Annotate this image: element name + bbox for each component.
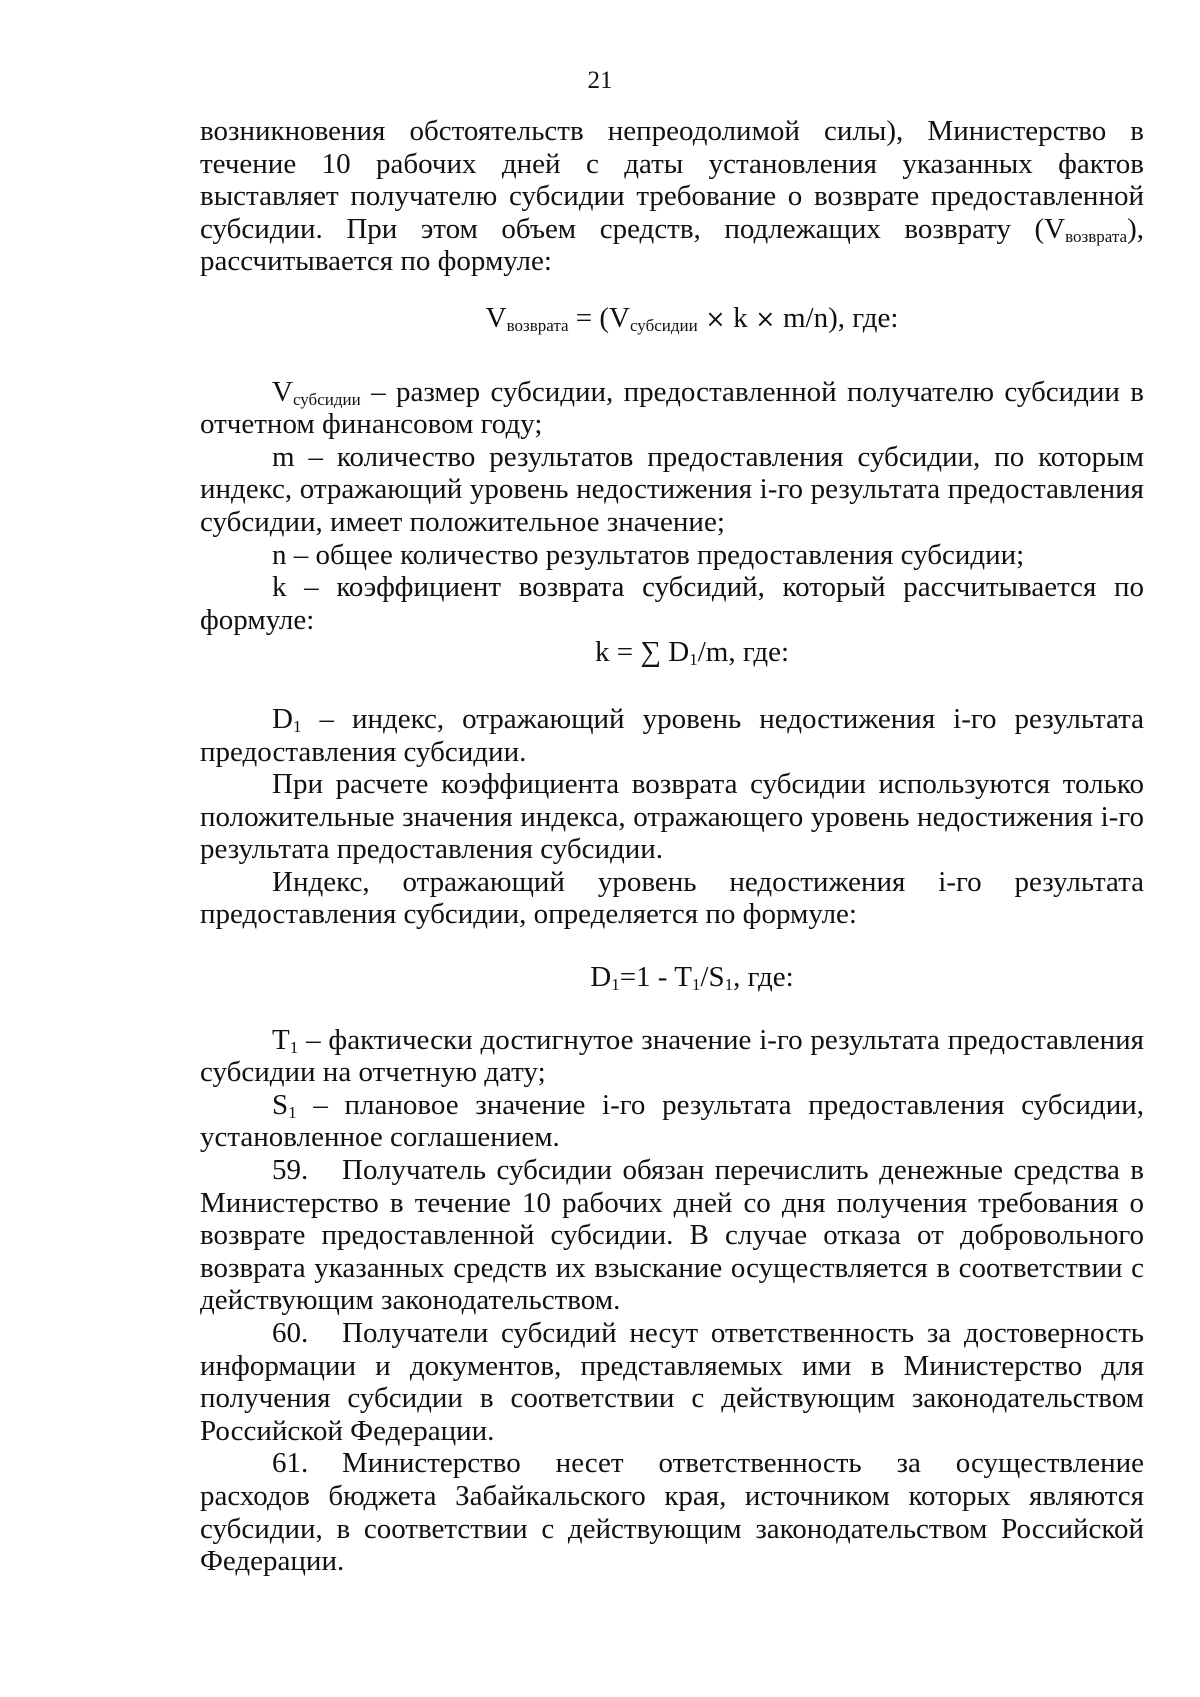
definition-m: m – количество результатов предоставления субсидии, по которым индекс, отражающий уровень недостижения i-го результата предоставления субсидии, имеет положительное значение; <box>200 440 1144 538</box>
clause-number: 60. <box>272 1317 309 1349</box>
formula-return-volume <box>200 302 1144 336</box>
subscript: субсидии <box>629 315 698 335</box>
definition-d <box>200 703 1144 768</box>
paragraph-index: Индекс, отражающий уровень недостижения i-го результата предоставления субсидии, определяется по формуле: <box>200 865 1144 931</box>
definition-n: n – общее количество результатов предоставления субсидии; <box>272 538 1025 571</box>
clause-59 <box>200 1154 1144 1317</box>
clause-61 <box>200 1447 1144 1577</box>
formula-symbol: D <box>661 636 690 669</box>
clause-text: Получатель субсидии обязан перечислить денежные средства в Министерство в течение 10 рабочих дней со дня получения требования о возврате предоставленной субсидии. В случае отказа от добровольного возврата указанных средств их взыскание осуществляется в соответствии с действующим законодательством. <box>200 1154 1144 1317</box>
formula-coefficient-k <box>200 636 1144 669</box>
definition-symbol: T <box>272 1023 290 1056</box>
formula-index-d <box>200 961 1144 994</box>
definition-t <box>200 1024 1144 1089</box>
formula-part: /m, где: <box>697 636 789 669</box>
formula-symbol: D <box>590 961 612 994</box>
clause-text: Министерство несет ответственность за осуществление расходов бюджета Забайкальского края, источником которых являются субсидии, в соответствии с действующим законодательством Российской Федерации. <box>200 1447 1144 1578</box>
formula-part: /S <box>700 961 725 994</box>
definition-k: k – коэффициент возврата субсидий, который рассчитывается по формуле: <box>200 571 1144 636</box>
definition-text: – размер субсидии, предоставленной получателю субсидии в отчетном финансовом году; <box>200 375 1144 441</box>
paragraph-return-conditions <box>200 115 1144 278</box>
definition-symbol: V <box>272 375 293 408</box>
clause-number: 61. <box>272 1447 309 1480</box>
subscript: 1 <box>691 975 701 995</box>
page-number: 21 <box>587 67 613 94</box>
formula-symbol: V <box>485 301 507 334</box>
clause-text: Получатели субсидий несут ответственность за достоверность информации и документов, представляемых ими в Министерство для получения субсидии в соответствии с действующим законодательством Российской Федерации. <box>200 1317 1144 1447</box>
definition-text: – индекс, отражающий уровень недостижения i-го результата предоставления субсидии. <box>200 702 1144 768</box>
paragraph-calculation: При расчете коэффициента возврата субсидии используются только положительные значения индекса, отражающего уровень недостижения i-го результата предоставления субсидии. <box>200 768 1144 866</box>
subscript: 1 <box>288 1102 297 1122</box>
formula-symbol: k <box>733 301 748 334</box>
definition-symbol: S <box>272 1088 289 1121</box>
subscript: 1 <box>611 975 620 995</box>
subscript: 1 <box>292 716 302 736</box>
sum-sign: ∑ <box>640 636 662 669</box>
subscript: субсидии <box>292 389 361 409</box>
subscript: возврата <box>506 315 569 335</box>
formula-part: =1 - T <box>619 961 692 994</box>
clause-60 <box>200 1317 1144 1447</box>
formula-part: , где: <box>733 961 794 994</box>
multiply-sign: × <box>747 304 783 333</box>
formula-part: m/n), где: <box>782 301 899 334</box>
subscript: 1 <box>289 1037 299 1057</box>
subscript: возврата <box>1065 226 1128 246</box>
paragraph-text-end: ), рассчитывается по формуле: <box>200 212 1144 278</box>
definition-text: – фактически достигнутое значение i-го результата предоставления субсидии на отчетную дату; <box>200 1023 1144 1089</box>
clause-number: 59. <box>272 1154 309 1187</box>
multiply-sign: × <box>697 304 734 333</box>
definition-text: – плановое значение i-го результата предоставления субсидии, установленное соглашением. <box>200 1088 1144 1154</box>
formula-part: k = <box>595 636 641 669</box>
formula-part: = (V <box>568 301 630 334</box>
definition-v-subsidy <box>200 376 1144 441</box>
document-body <box>200 115 1144 1578</box>
definition-s <box>200 1089 1144 1154</box>
subscript: 1 <box>724 975 734 995</box>
subscript: 1 <box>689 650 698 670</box>
paragraph-text: возникновения обстоятельств непреодолимой силы), Министерство в течение 10 рабочих дней с даты установления указанных фактов выставляет получателю субсидии требование о возврате предоставленной субсидии. При этом объем средств, подлежащих возврату (V <box>200 115 1144 245</box>
definition-symbol: D <box>272 702 293 735</box>
